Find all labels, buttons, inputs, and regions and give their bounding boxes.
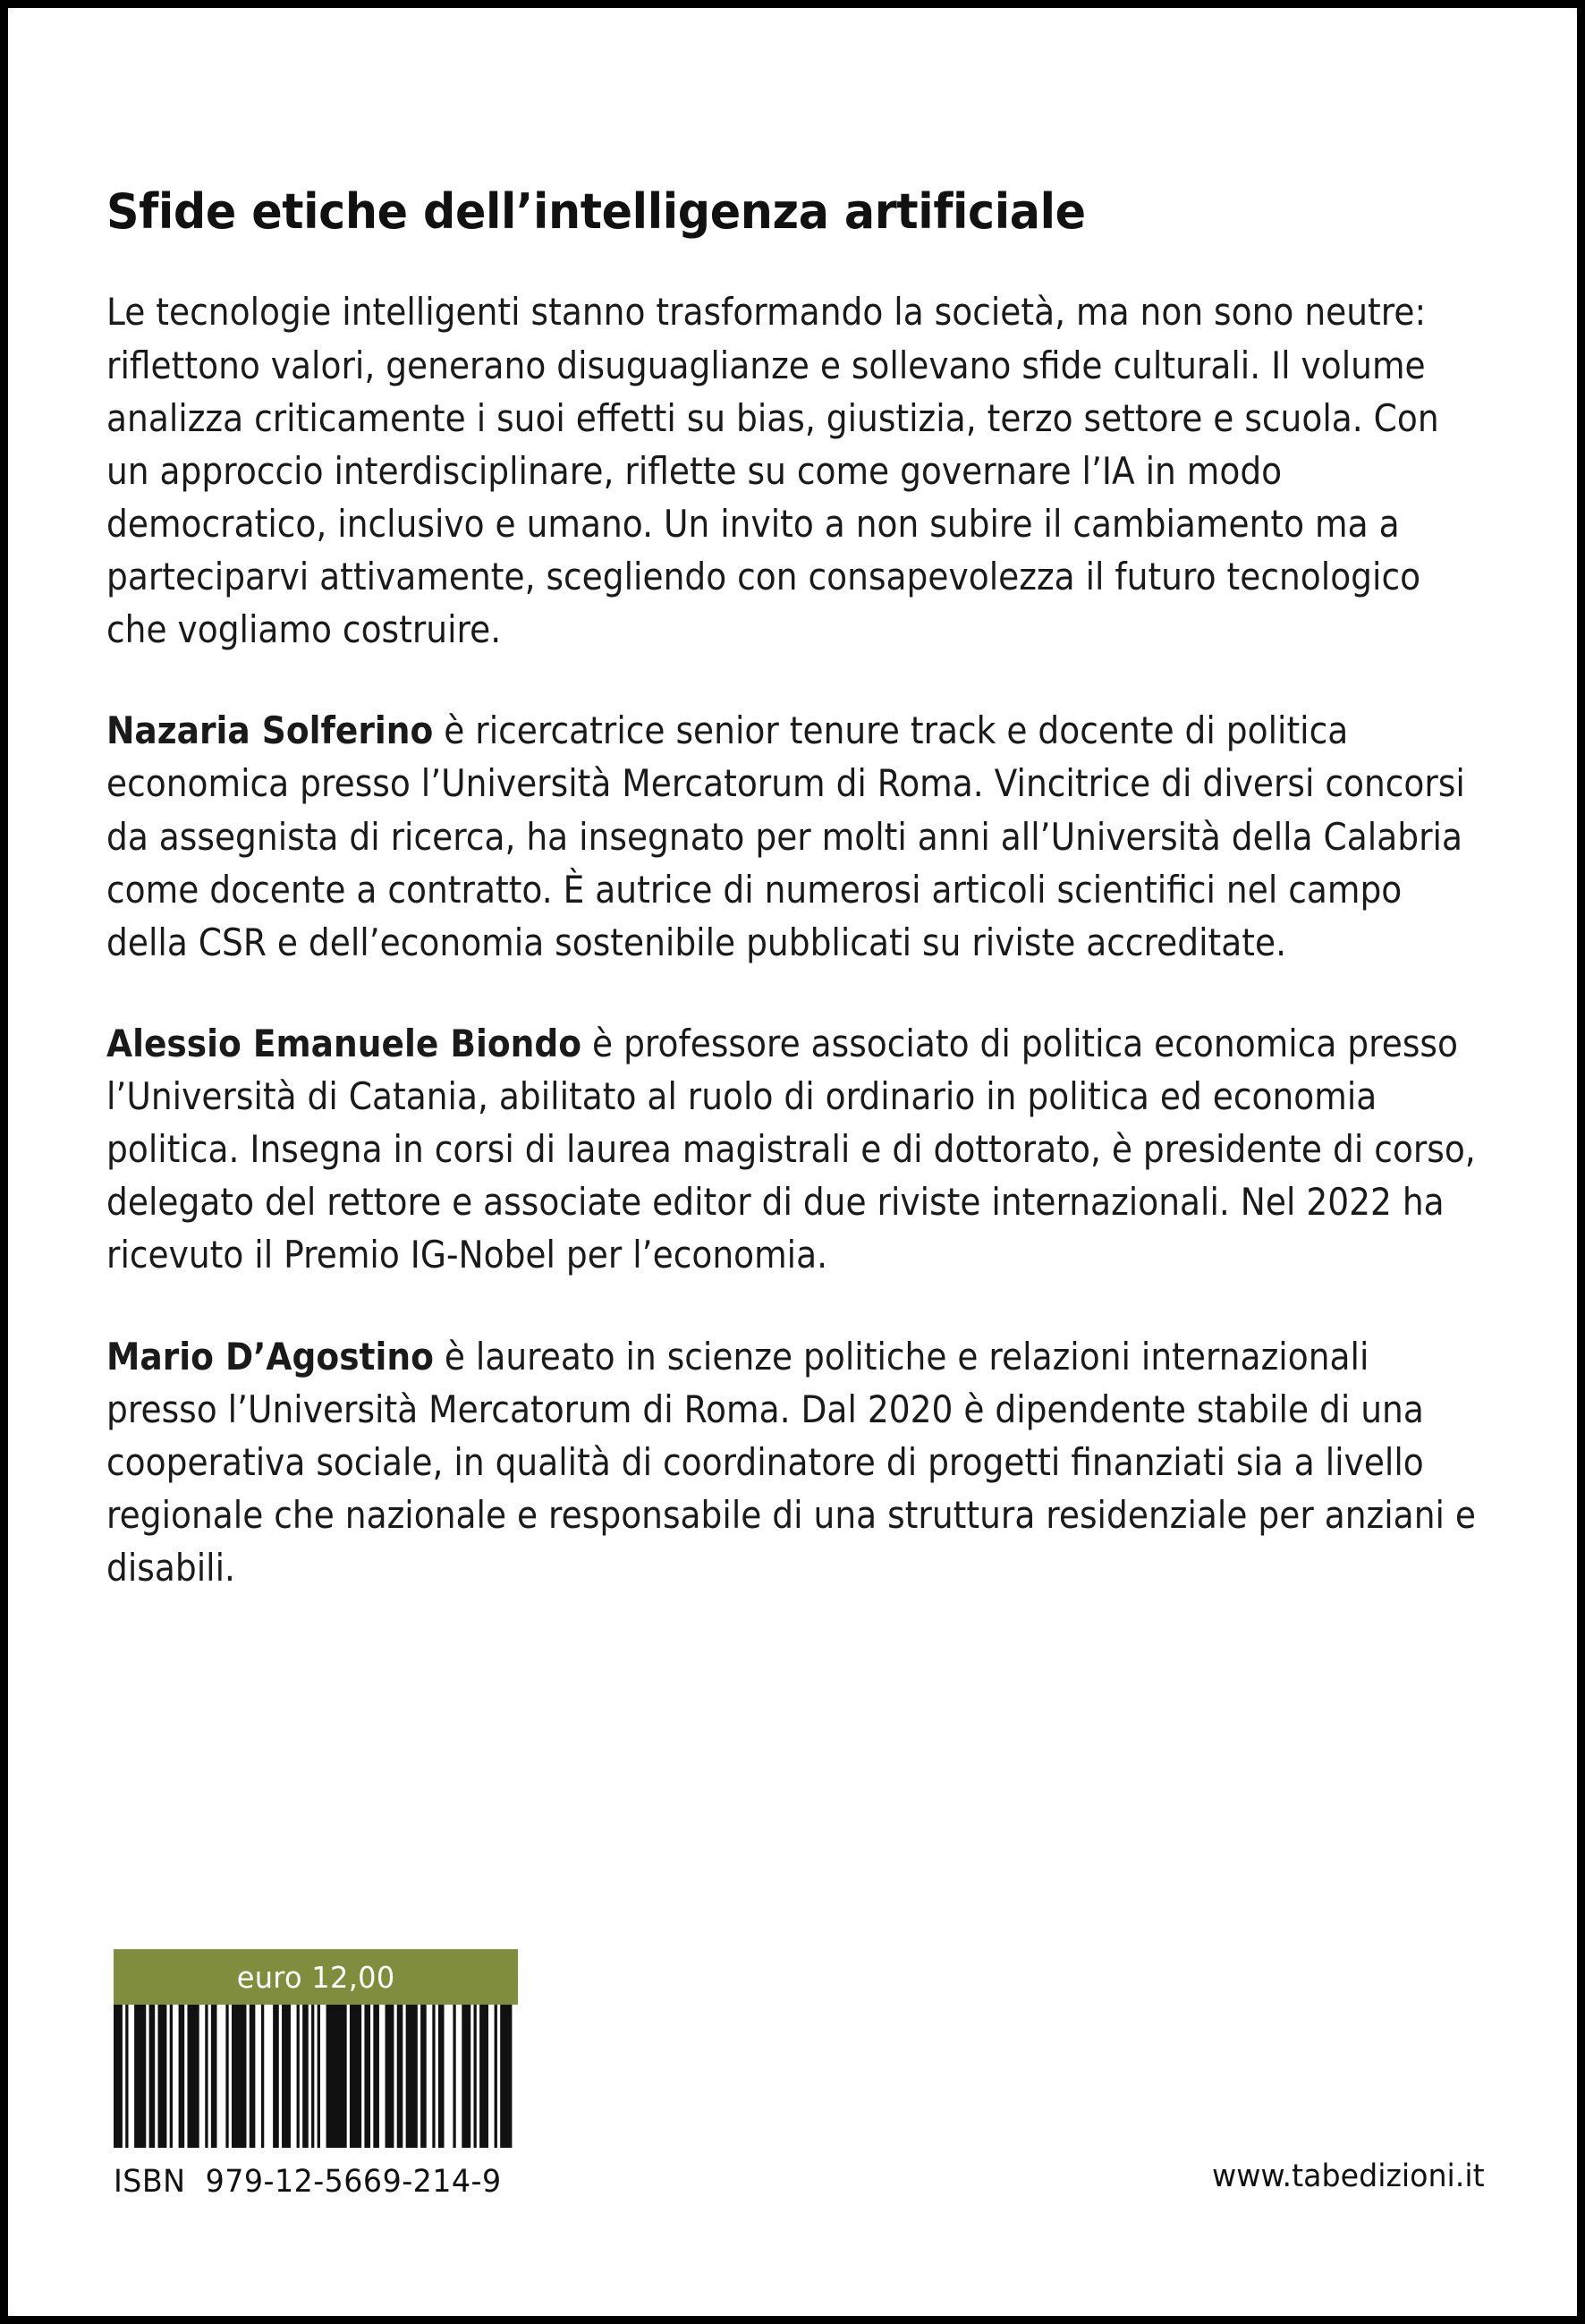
cover-content: [106, 185, 1488, 1594]
author-bio-1: [106, 704, 1488, 969]
author-bio-text-2: è professore associato di politica economica presso l’Università di Catania, abilitato al ruolo di ordinario in politica ed economia politica. Insegna in corsi di laurea magistrali e di dottorato, è presidente di corso, delegato del rettore e associate editor di due riviste internazionali. Nel 2022 ha ricevuto il Premio IG-Nobel per l’economia.: [106, 1021, 1476, 1277]
author-bio-text-1: è ricercatrice senior tenure track e docente di politica economica presso l’Università Mercatorum di Roma. Vincitrice di diversi concorsi da assegnista di ricerca, ha insegnato per molti anni all’Università della Calabria come docente a contratto. È autrice di numerosi articoli scientifici nel campo della CSR e dell’economia sostenibile pubblicati su riviste accreditate.: [106, 708, 1465, 964]
barcode-block: [114, 1949, 518, 2200]
isbn-barcode: [114, 2005, 518, 2148]
author-bio-3: [106, 1330, 1488, 1595]
author-name-3: Mario D’Agostino: [106, 1334, 434, 1378]
cover-footer: [106, 1951, 1488, 2246]
blurb-paragraph: Le tecnologie intelligenti stanno trasformando la società, ma non sono neutre: riflettono valori, generano disuguaglianze e sollevano sfide culturali. Il volume analizza criticamente i suoi effetti su bias, giustizia, terzo settore e scuola. Con un approccio interdisciplinare, riflette su come governare l’IA in modo democratico, inclusivo e umano. Un invito a non subire il cambiamento ma a parteciparvi attivamente, scegliendo con consapevolezza il futuro tecnologico che vogliamo costruire.: [106, 290, 1439, 652]
page-title: Sfide etiche dell’intelligenza artificiale: [106, 183, 1086, 240]
author-name-1: Nazaria Solferino: [106, 708, 434, 753]
isbn-label: ISBN 979-12-5669-214-9: [114, 2164, 502, 2200]
publisher-website[interactable]: www.tabedizioni.it: [1212, 2159, 1485, 2194]
author-bio-2: [106, 1017, 1488, 1282]
author-bio-text-3: è laureato in scienze politiche e relazioni internazionali presso l’Università Mercatorum di Roma. Dal 2020 è dipendente stabile di una cooperativa sociale, in qualità di coordinatore di progetti finanziati sia a livello regionale che nazionale e responsabile di una struttura residenziale per anziani e disabili.: [106, 1334, 1476, 1590]
price-band: [114, 1949, 518, 2005]
author-name-2: Alessio Emanuele Biondo: [106, 1021, 582, 1065]
price-label: euro 12,00: [236, 1959, 395, 1995]
